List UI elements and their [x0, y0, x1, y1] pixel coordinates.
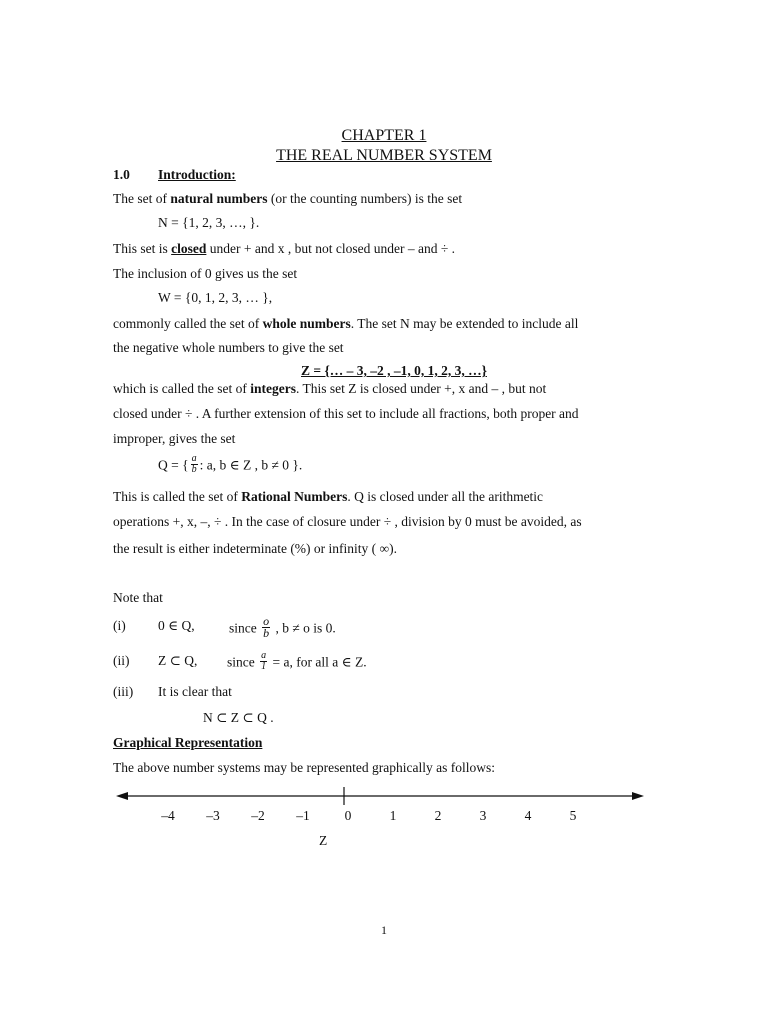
page-number: 1: [381, 923, 387, 937]
chapter-label: CHAPTER 1: [341, 127, 427, 144]
number-line-tick-label: 3: [479, 808, 487, 823]
graphical-text: The above number systems may be represented graphically as follows:: [113, 760, 496, 775]
number-line-tick-label: –4: [161, 808, 175, 823]
paragraph-natural-numbers: The set of natural numbers (or the counting numbers) is the set: [113, 191, 463, 206]
axis-label-z: Z: [319, 833, 328, 848]
note-i-label: (i): [113, 618, 126, 633]
paragraph-operations: operations +, x, –, ÷ . In the case of closure under ÷ , division by 0 must be avoided, as: [113, 514, 582, 529]
set-w: W = {0, 1, 2, 3, … },: [158, 290, 273, 305]
note-ii-label: (ii): [113, 653, 130, 668]
number-line-tick-label: –1: [296, 808, 310, 823]
fraction-a-over-b: $\frac{a}{b}$: [191, 453, 197, 475]
chapter-title: THE REAL NUMBER SYSTEM: [276, 147, 492, 164]
number-line-tick-label: –2: [251, 808, 265, 823]
section-number: 1.0: [113, 167, 130, 182]
number-line-tick-label: –3: [206, 808, 220, 823]
note-iii-text: It is clear that: [158, 684, 232, 699]
arrow-right-icon: [632, 792, 644, 800]
set-n: N = {1, 2, 3, …, }.: [158, 215, 260, 230]
subset-chain: N ⊂ Z ⊂ Q .: [203, 710, 274, 725]
number-line-tick-label: 1: [389, 808, 397, 823]
arrow-left-icon: [116, 792, 128, 800]
section-heading: Introduction:: [158, 167, 236, 182]
graphical-heading: Graphical Representation: [113, 735, 263, 750]
note-ii-text: Z ⊂ Q,: [158, 653, 198, 668]
number-line-tick-label: 4: [524, 808, 532, 823]
paragraph-extension: closed under ÷ . A further extension of this set to include all fractions, both proper and: [113, 406, 579, 421]
set-z: Z = {… – 3, –2 , –1, 0, 1, 2, 3, …}: [301, 363, 487, 378]
note-ii-since: since $\frac{a}{1}$ = a, for all a ∈ Z.: [227, 650, 367, 672]
note-iii-label: (iii): [113, 684, 134, 699]
set-q: Q = { $\frac{a}{b}$ : a, b ∈ Z , b ≠ 0 }.: [158, 453, 303, 475]
paragraph-whole-numbers: commonly called the set of whole numbers. The set N may be extended to include all: [113, 316, 579, 331]
paragraph-inclusion: The inclusion of 0 gives us the set: [113, 266, 298, 281]
number-line-tick-label: 0: [344, 808, 352, 823]
paragraph-negative: the negative whole numbers to give the set: [113, 340, 344, 355]
fraction-a-over-1: $\frac{a}{1}$: [261, 650, 267, 672]
paragraph-rational: This is called the set of Rational Numbers. Q is closed under all the arithmetic: [113, 489, 544, 504]
number-line-tick-label: 5: [569, 808, 577, 823]
note-intro: Note that: [113, 590, 163, 605]
paragraph-closed: This set is closed under + and x , but not closed under – and ÷ .: [113, 241, 455, 256]
note-i-since: since $\frac{o}{b}$ , b ≠ o is 0.: [229, 614, 336, 640]
number-line-tick-label: 2: [434, 808, 442, 823]
paragraph-improper: improper, gives the set: [113, 431, 236, 446]
note-i-text: 0 ∈ Q,: [158, 618, 195, 633]
paragraph-result: the result is either indeterminate (%) or infinity ( ∞).: [113, 541, 398, 556]
fraction-o-over-b: $\frac{o}{b}$: [263, 614, 270, 640]
paragraph-integers: which is called the set of integers. This set Z is closed under +, x and – , but not: [113, 381, 547, 396]
